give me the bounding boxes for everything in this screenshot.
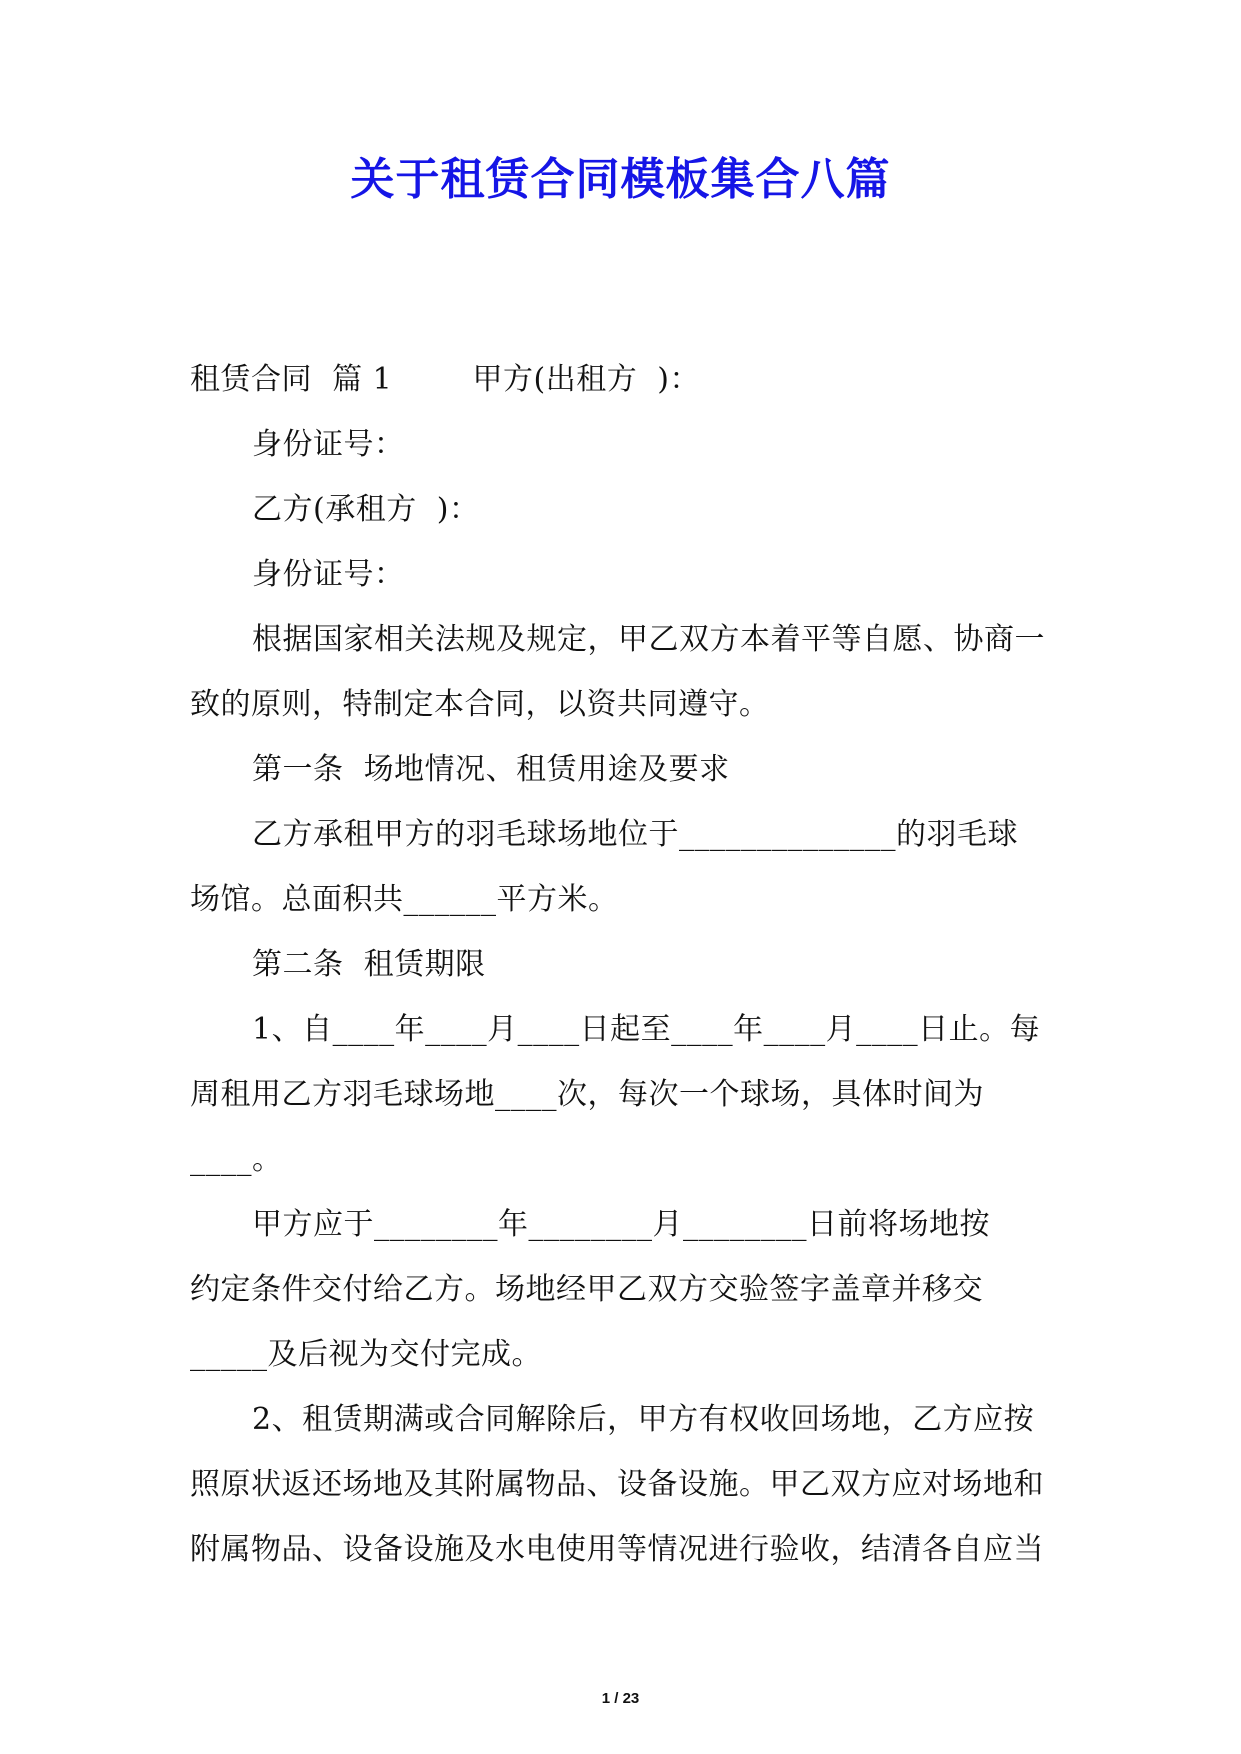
paragraph-line: 甲方应于________年________月________日前将场地按 <box>252 1207 990 1242</box>
paragraph-line: 2、租赁期满或合同解除后，甲方有权收回场地，乙方应按 <box>252 1402 1035 1437</box>
paragraph-line: 约定条件交付给乙方。场地经甲乙双方交验签字盖章并移交 <box>190 1272 983 1307</box>
paragraph-line: 致的原则，特制定本合同，以资共同遵守。 <box>190 687 770 722</box>
paragraph-line: 乙方承租甲方的羽毛球场地位于______________的羽毛球 <box>252 817 1018 852</box>
paragraph-line: 第一条 场地情况、租赁用途及要求 <box>252 752 730 787</box>
document-title: 关于租赁合同模板集合八篇 <box>350 154 891 205</box>
paragraph-line: 第二条 租赁期限 <box>252 947 486 982</box>
document-body <box>190 355 1050 1590</box>
paragraph-line: 身份证号： <box>252 557 405 592</box>
paragraph-line: 附属物品、设备设施及水电使用等情况进行验收，结清各自应当 <box>190 1532 1044 1567</box>
paragraph-line: 照原状返还场地及其附属物品、设备设施。甲乙双方应对场地和 <box>190 1467 1044 1502</box>
paragraph-line: 1、自____年____月____日起至____年____月____日止。每 <box>252 1012 1041 1047</box>
paragraph-line: ____。 <box>190 1142 283 1177</box>
paragraph-line: _____及后视为交付完成。 <box>190 1337 542 1372</box>
paragraph-line: 身份证号： <box>252 427 405 462</box>
paragraph-line: 根据国家相关法规及规定，甲乙双方本着平等自愿、协商一 <box>252 622 1045 657</box>
paragraph-line: 周租用乙方羽毛球场地____次，每次一个球场，具体时间为 <box>190 1077 984 1112</box>
paragraph-line: 乙方(承租方 )： <box>252 492 480 527</box>
page-number: 1 / 23 <box>601 1690 640 1707</box>
paragraph-line: 场馆。总面积共______平方米。 <box>190 882 619 917</box>
paragraph-line: 租赁合同 篇 1 甲方(出租方 )： <box>190 362 700 397</box>
